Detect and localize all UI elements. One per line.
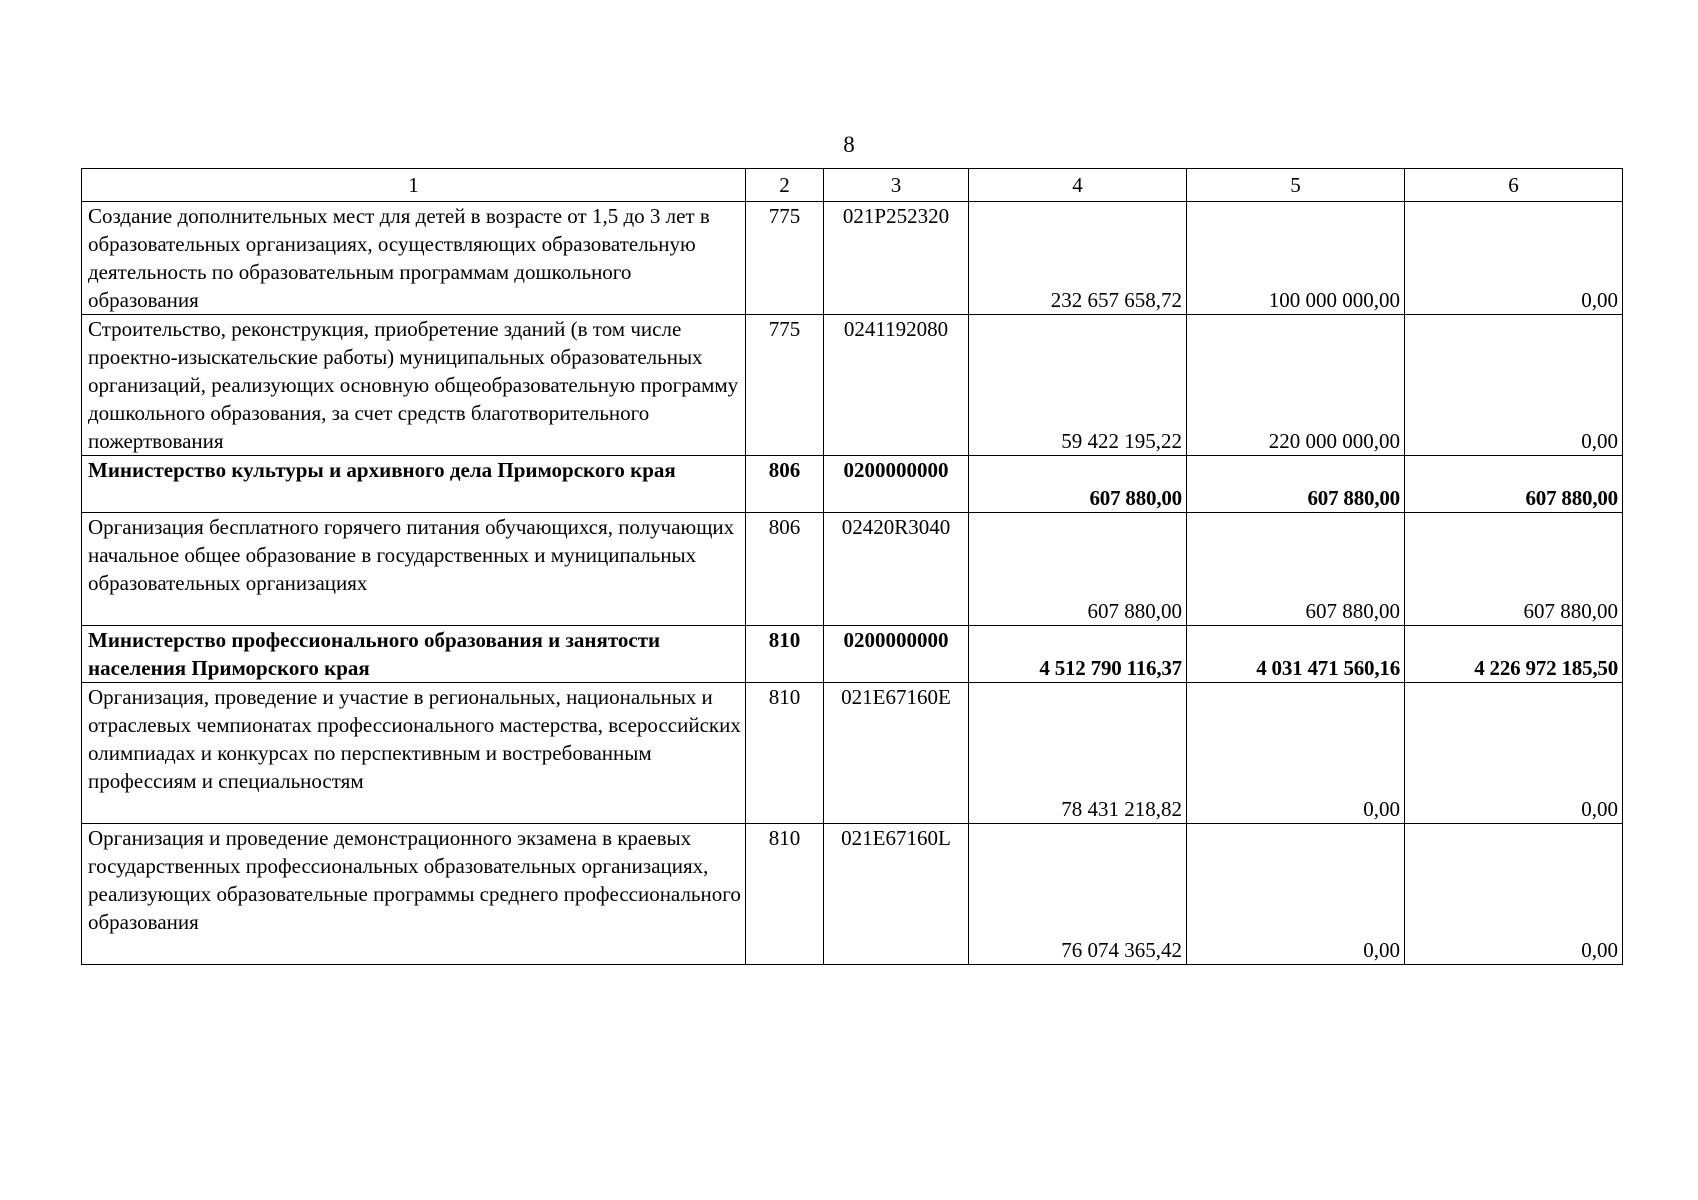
row-name-cell: Создание дополнительных мест для детей в возрасте от 1,5 до 3 лет в образовательных организациях, осуществляющих образовательную деятельность по образовательным программам дошкольного образования (82, 202, 746, 315)
column-header: 2 (746, 169, 824, 202)
amount-col4-cell: 78 431 218,82 (969, 683, 1187, 824)
table-row (82, 824, 1623, 965)
target-article-cell: 021P252320 (824, 202, 969, 315)
amount-col4-cell: 607 880,00 (969, 456, 1187, 513)
amount-col4-cell: 59 422 195,22 (969, 315, 1187, 456)
target-article-cell: 0241192080 (824, 315, 969, 456)
target-article-cell: 02420R3040 (824, 513, 969, 626)
budget-table (81, 168, 1623, 965)
column-header: 4 (969, 169, 1187, 202)
department-code-cell: 806 (746, 513, 824, 626)
table-row-ministry (82, 456, 1623, 513)
target-article-cell: 021E67160E (824, 683, 969, 824)
amount-col5-cell: 0,00 (1187, 824, 1405, 965)
column-header: 1 (82, 169, 746, 202)
column-header: 6 (1405, 169, 1623, 202)
department-code-cell: 775 (746, 202, 824, 315)
department-code-cell: 810 (746, 626, 824, 683)
amount-col6-cell: 607 880,00 (1405, 513, 1623, 626)
table-row (82, 202, 1623, 315)
table-row (82, 683, 1623, 824)
row-name-cell: Министерство профессионального образования и занятости населения Приморского края (82, 626, 746, 683)
target-article-cell: 0200000000 (824, 456, 969, 513)
department-code-cell: 810 (746, 683, 824, 824)
amount-col5-cell: 100 000 000,00 (1187, 202, 1405, 315)
amount-col5-cell: 4 031 471 560,16 (1187, 626, 1405, 683)
department-code-cell: 806 (746, 456, 824, 513)
amount-col6-cell: 607 880,00 (1405, 456, 1623, 513)
target-article-cell: 0200000000 (824, 626, 969, 683)
amount-col5-cell: 0,00 (1187, 683, 1405, 824)
amount-col4-cell: 76 074 365,42 (969, 824, 1187, 965)
amount-col4-cell: 607 880,00 (969, 513, 1187, 626)
department-code-cell: 810 (746, 824, 824, 965)
amount-col4-cell: 232 657 658,72 (969, 202, 1187, 315)
amount-col6-cell: 4 226 972 185,50 (1405, 626, 1623, 683)
row-name-cell: Организация и проведение демонстрационного экзамена в краевых государственных профессиональных образовательных организациях, реализующих образовательные программы среднего профессионального образования (82, 824, 746, 965)
department-code-cell: 775 (746, 315, 824, 456)
amount-col6-cell: 0,00 (1405, 315, 1623, 456)
table-row (82, 315, 1623, 456)
row-name-cell: Организация, проведение и участие в региональных, национальных и отраслевых чемпионатах профессионального мастерства, всероссийских олимпиадах и конкурсах по перспективным и востребованным профессиям и специальностям (82, 683, 746, 824)
row-name-cell: Строительство, реконструкция, приобретение зданий (в том числе проектно-изыскательские работы) муниципальных образовательных организаций, реализующих основную общеобразовательную программу дошкольного образования, за счет средств благотворительного пожертвования (82, 315, 746, 456)
amount-col4-cell: 4 512 790 116,37 (969, 626, 1187, 683)
column-header: 5 (1187, 169, 1405, 202)
table-row (82, 513, 1623, 626)
column-header: 3 (824, 169, 969, 202)
row-name-cell: Министерство культуры и архивного дела Приморского края (82, 456, 746, 513)
row-name-cell: Организация бесплатного горячего питания обучающихся, получающих начальное общее образование в государственных и муниципальных образовательных организациях (82, 513, 746, 626)
amount-col6-cell: 0,00 (1405, 202, 1623, 315)
target-article-cell: 021E67160L (824, 824, 969, 965)
amount-col6-cell: 0,00 (1405, 824, 1623, 965)
amount-col5-cell: 607 880,00 (1187, 513, 1405, 626)
amount-col5-cell: 607 880,00 (1187, 456, 1405, 513)
table-row-ministry (82, 626, 1623, 683)
page-number: 8 (843, 132, 855, 157)
amount-col6-cell: 0,00 (1405, 683, 1623, 824)
table-header-row (82, 169, 1623, 202)
amount-col5-cell: 220 000 000,00 (1187, 315, 1405, 456)
